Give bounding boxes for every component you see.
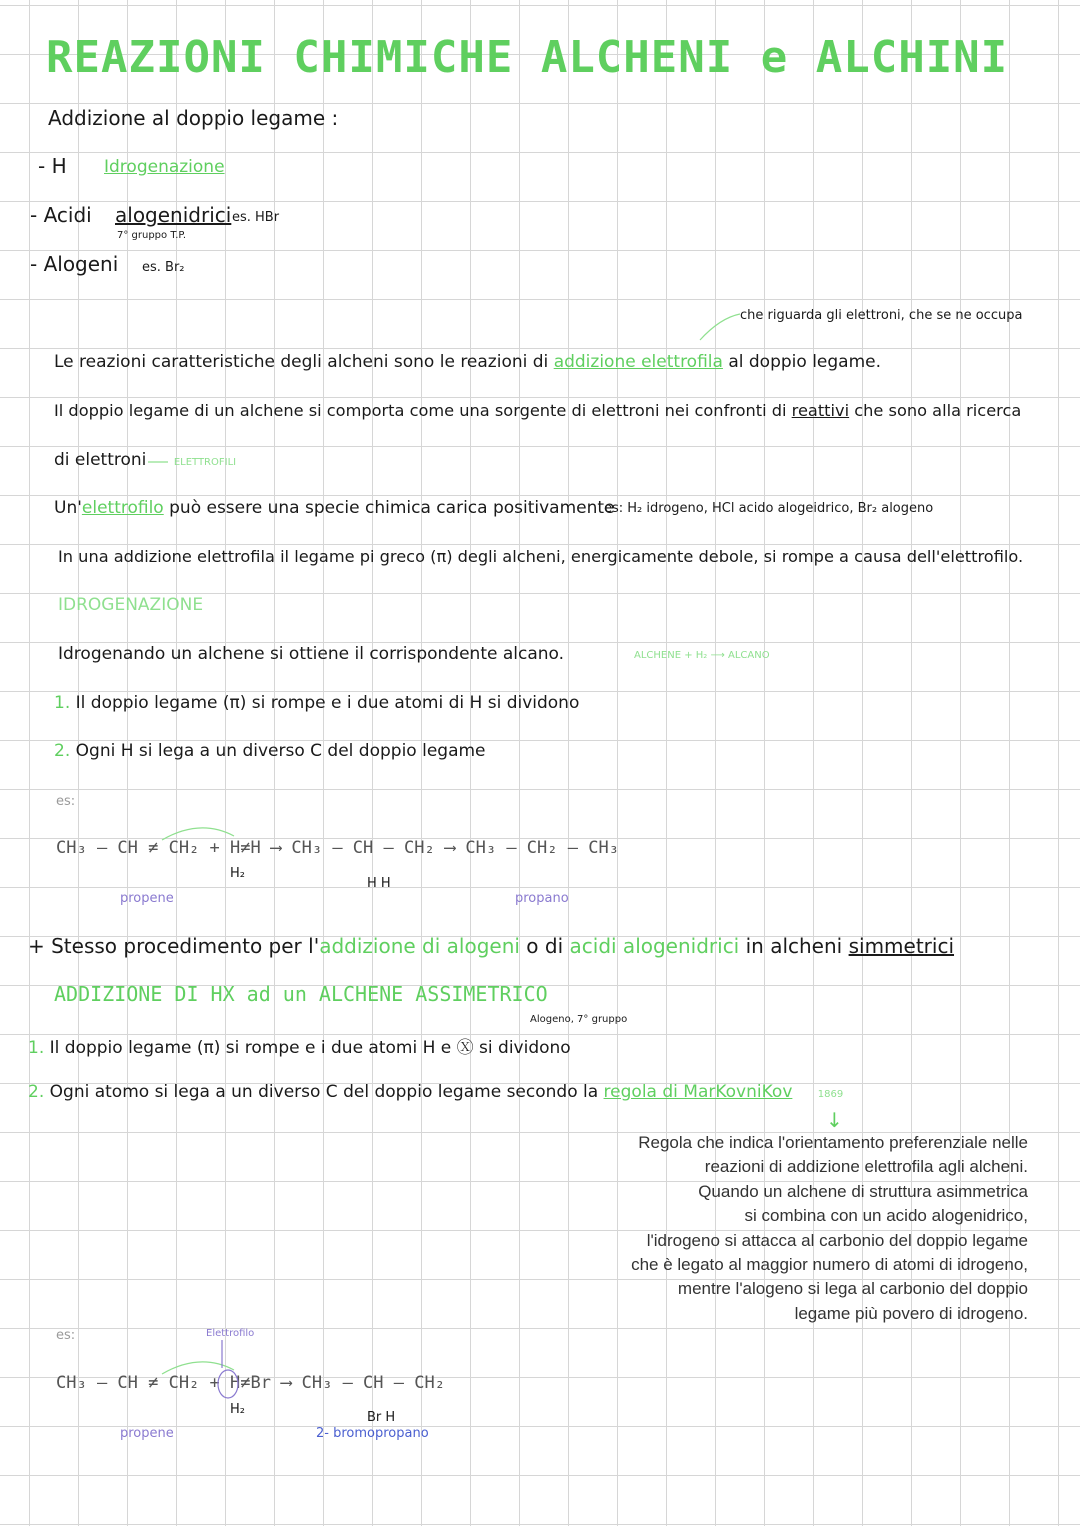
rule-line: che è legato al maggior numero di atomi di idrogeno,: [631, 1255, 1028, 1275]
acids-group-note: 7° gruppo T.P.: [117, 230, 187, 241]
list-item-h: - H: [38, 154, 67, 178]
hydrogenation-heading: IDROGENAZIONE: [58, 595, 204, 615]
rule-line: Regola che indica l'orientamento preferenziale nelle: [638, 1133, 1028, 1152]
list-item-halogens: - Alogeni: [30, 252, 119, 276]
hydrogenation-scheme: ALCHENE + H₂ ⟶ ALCANO: [634, 650, 770, 661]
halogens-example: es. Br₂: [142, 260, 185, 275]
hx-example-label: es:: [56, 1328, 76, 1343]
rule-line: l'idrogeno si attacca al carbonio del doppio legame: [646, 1230, 1028, 1250]
page-title: REAZIONI CHIMICHE ALCHENI e ALCHINI: [46, 32, 1009, 83]
rule-line: legame più povero di idrogeno.: [794, 1303, 1028, 1323]
rule-line: reazioni di addizione elettrofila agli alcheni.: [704, 1157, 1028, 1177]
hydrogenation-reaction: CH₃ – CH ≠ CH₂ + H≠H ⟶ CH₃ – CH – CH₂ ⟶ CH₃ – CH₂ – CH₃: [56, 838, 619, 858]
list-item-h-label: Idrogenazione: [104, 157, 225, 177]
halogen-note: Alogeno, 7° gruppo: [530, 1014, 628, 1025]
hx-propene-label: propene: [120, 1426, 174, 1441]
hx-step-1: 1. Il doppio legame (π) si rompe e i due atomi H e Ⓧ si dividono: [28, 1038, 571, 1058]
paragraph-3: Un'elettrofilo può essere una specie chimica carica positivamente: [54, 498, 615, 518]
hx-heading: ADDIZIONE DI HX ad un ALCHENE ASSIMETRICO: [54, 982, 548, 1006]
propano-label: propano: [515, 891, 569, 906]
hydrogenation-step-1: 1. Il doppio legame (π) si rompe e i due atomi di H si dividono: [54, 693, 580, 713]
hx-step-2: 2. Ogni atomo si lega a un diverso C del doppio legame secondo la regola di MarKovniKov 1869: [28, 1082, 844, 1102]
paragraph-2-cont: di elettroni ELETTROFILI: [54, 450, 237, 470]
hydrogenation-intro: Idrogenando un alchene si ottiene il corrispondente alcano.: [58, 644, 565, 664]
electrophile-note: che riguarda gli elettroni, che se ne occupa: [740, 308, 1023, 323]
rule-line: si combina con un acido alogenidrico,: [744, 1206, 1028, 1226]
paragraph-1: Le reazioni caratteristiche degli alcheni sono le reazioni di addizione elettrofila al doppio legame.: [54, 352, 882, 372]
paragraph-4: In una addizione elettrofila il legame pi greco (π) degli alcheni, energicamente debole, si rompe a causa dell'elettrofilo.: [58, 547, 1024, 566]
electrophile-label: Elettrofilo: [206, 1328, 255, 1339]
hx-reaction: CH₃ – CH ≠ CH₂ + H≠Br ⟶ CH₃ – CH – CH₂: [56, 1373, 445, 1393]
bromopropano-label: 2- bromopropano: [316, 1426, 429, 1441]
hydrogenation-h2-label: H₂: [230, 866, 245, 881]
hydrogenation-h-atoms: H H: [367, 876, 391, 891]
plus-line: + Stesso procedimento per l'addizione di alogeni o di acidi alogenidrici in alcheni simmetrici: [28, 934, 955, 958]
down-arrow-icon: ↓: [826, 1108, 843, 1132]
addition-heading: Addizione al doppio legame :: [48, 106, 339, 130]
list-item-acids: - Acidi: [30, 203, 92, 227]
propene-label: propene: [120, 891, 174, 906]
paragraph-2: Il doppio legame di un alchene si comporta come una sorgente di elettroni nei confronti di reattivi che sono alla ricerca: [54, 401, 1022, 420]
electrophile-examples: es: H₂ idrogeno, HCl acido alogeidrico, Br₂ alogeno: [604, 501, 934, 516]
hx-br-h-atoms: Br H: [367, 1410, 396, 1425]
acids-example: es. HBr: [232, 210, 280, 225]
hx-h2-label: H₂: [230, 1402, 245, 1417]
rule-line: mentre l'alogeno si lega al carbonio del doppio: [677, 1279, 1028, 1299]
hydrogenation-example-label: es:: [56, 794, 76, 809]
rule-line: Quando un alchene di struttura asimmetrica: [698, 1181, 1028, 1201]
hydrogenation-step-2: 2. Ogni H si lega a un diverso C del doppio legame: [54, 741, 486, 761]
list-item-acids-label: alogenidrici: [115, 203, 232, 227]
